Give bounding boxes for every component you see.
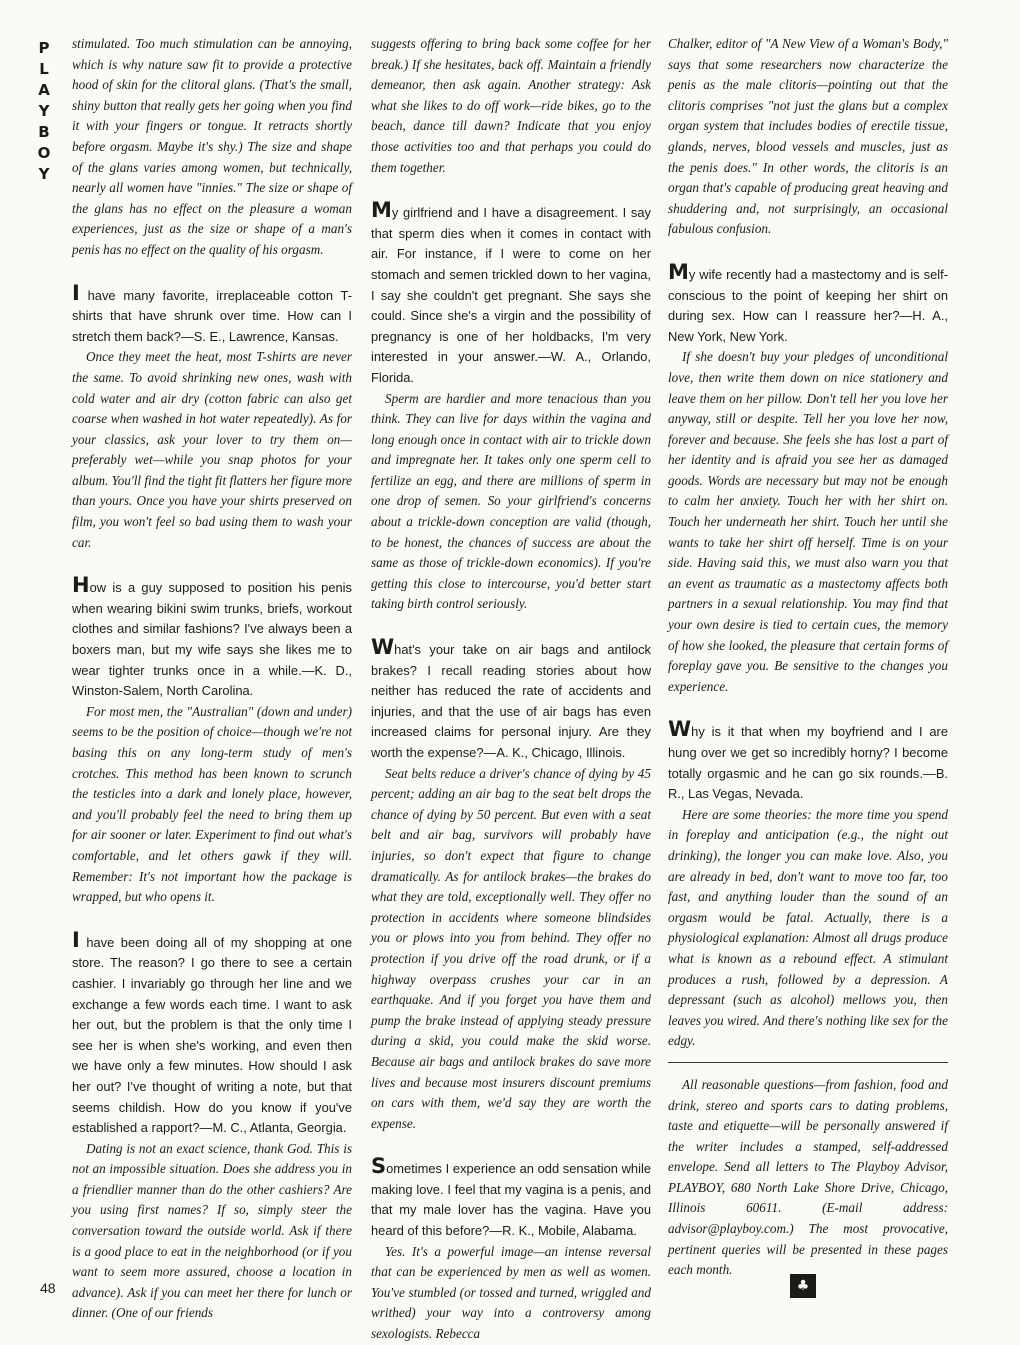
answer-text: Sperm are hardier and more tenacious than you think. They can live for days within the vagina and long enough once in contact with air to trickle down and impregnate her. It takes only one sperm cell to fertilize an egg, and there are millions of sperm in one drop of semen. So your girlfriend's concerns about a trickle-down conception are valid (though, to be honest, the chances of success are about the same as those of trickle-down economics). If you're getting this close to intercourse, you'd better start taking birth control seriously. xyxy=(371,390,651,612)
question-text: My girlfriend and I have a disagreement. I say that sperm dies when it comes in contact with air. For instance, if I were to come on her stomach and semen trickled down to her vagina, I say she couldn't get pregnant. She says she could. Since she's a virgin and the possibility of pregnancy is one of her holdbacks, I'm very interested in your answer.—W. A., Orlando, Florida. xyxy=(371,198,651,385)
question-text: Why is it that when my boyfriend and I are hung over we get so incredibly horny? I become totally orgasmic and he can go six rounds.—B. R., Las Vegas, Nevada. xyxy=(668,717,948,802)
column-3 xyxy=(668,34,948,1281)
drop-initial: M xyxy=(371,198,392,223)
drop-initial: W xyxy=(371,635,395,660)
magazine-vertical-title: P L A Y B O Y xyxy=(37,39,51,183)
drop-initial: H xyxy=(72,573,90,598)
answer-text: Once they meet the heat, most T-shirts are never the same. To avoid shrinking new ones, wash with cold water and air dry (cotton fabric can also get coarse when washed in hot water repeatedly). As for your classics, ask your lover to try them on—preferably wet—while you snap photos for your album. You'll find the tight fit flatters her figure more than yours. Once you have your shirts preserved on film, you won't feel so bad using them to wash your car. xyxy=(72,349,352,550)
question-text: I have many favorite, irreplaceable cotton T-shirts that have shrunk over time. How can I stretch them back?—S. E., Lawrence, Kansas. xyxy=(72,280,352,344)
answer-text: Seat belts reduce a driver's chance of dying by 45 percent; adding an air bag to the seat belt drops the chance of dying by 50 percent. But even with a seat belt and air bag, survivors will probably have injuries, so don't expect that figure to change dramatically. As for antilock brakes—the brakes do what they are told, exceptionally well. They offer no protection in accidents where someone blindsides you or plows into you from behind. They offer no protection if you drive off the road drunk, or if a highway overpass crushes your car in an earthquake. And if you forget you have them and pump the brake instead of applying steady pressure during a skid, you could make the skid worse. Because air bags and antilock brakes do save more lives and because most insurers discount premiums on cars with them, we'd say they are worth the expense. xyxy=(371,765,651,1131)
question-text: I have been doing all of my shopping at one store. The reason? I go there to see a certain cashier. I invariably go through her line and we exchange a few words each time. I want to ask her out, but the problem is that the only time I see her is when she's working, and even then we have only a few minutes. How should I ask her out? I've thought of writing a note, but that seems childish. How do you know if you've established a rapport?—M. C., Atlanta, Georgia. xyxy=(72,927,352,1136)
answer-text: If she doesn't buy your pledges of unconditional love, then write them down on nice stationery and leave them on her pillow. Don't tell her you love her anyway, still or despite. Tell her you love her now, forever and because. She feels she has lost a part of her identity and is afraid you see her as damaged goods. Words are necessary but may not be enough to calm her anxiety. Touch her with her shirt on. Touch her underneath her shirt. Touch her until she wants to take her shirt off herself. Time is on your side. Having said this, we must also warn you that an event as traumatic as a mastectomy affects both partners in a sexual relationship. You may find that your own desire is tied to certain cues, the memory of how she looked, the pleasure that certain forms of foreplay gave you. Be sensitive to the changes you experience. xyxy=(668,349,948,694)
drop-initial: W xyxy=(668,717,692,742)
drop-initial: I xyxy=(72,280,80,305)
answer-text: Dating is not an exact science, thank God. This is not an impossible situation. Does she address you in a friendlier manner than do the other cashiers? Are you using first names? If so, simply steer the conversation toward the outside world. Ask if there is a good place to eat in the neighborhood (or if you want to seem more assured, choose a location in advance). Ask if you can meet her there for lunch or dinner. (One of our friends xyxy=(72,1140,352,1321)
question-text: Sometimes I experience an odd sensation while making love. I feel that my vagina is a penis, and that my male lover has the vagina. Have you heard of this before?—R. K., Mobile, Alabama. xyxy=(371,1154,651,1239)
answer-text: Chalker, editor of "A New View of a Woman's Body," says that some researchers now characterize the penis as the male clitoris—pointing out that the clitoris comprises "not just the glans but a complex organ system that includes bodies of erectile tissue, glands, nerves, blood vessels and muscles, just as the penis does." In other words, the clitoris is an organ that's capable of producing great heaving and shuddering and, not surprisingly, an occasional fabulous confusion. xyxy=(668,36,948,237)
column-1 xyxy=(72,34,352,1324)
question-text: My wife recently had a mastectomy and is self-conscious to the point of keeping her shirt on during sex. How can I reassure her?—H. A., New York, New York. xyxy=(668,259,948,344)
drop-initial: I xyxy=(72,927,80,952)
answer-text: Here are some theories: the more time you spend in foreplay and anticipation (e.g., the night out drinking), the longer you can make love. Also, you are already in bed, don't want to move too far, too fast, and anything louder than the sound of an orgasm would be fatal. Actually, there is a physiological explanation: Almost all drugs produce what is known as a rebound effect. A stimulant produces a rush, followed by a depression. A depressant (such as alcohol) mellows you, then leaves you wired. And there's nothing like sex for the edgy. xyxy=(668,806,948,1049)
answer-text: For most men, the "Australian" (down and under) seems to be the position of choice—though we're not basing this on any long-term study of men's crotches. This method has been known to scrunch the testicles into a dark and lonely place, however, and you'll probably feel the need to bring them up for air sooner or later. Experiment to find out what's comfortable, and let others gawk if they will. Remember: It's not important how the package is wrapped, but who opens it. xyxy=(72,703,352,905)
page-number: 48 xyxy=(40,1280,56,1296)
column-2 xyxy=(371,34,651,1345)
answer-text: Yes. It's a powerful image—an intense reversal that can be experienced by men as well as women. You've stumbled (or tossed and turned, wriggled and writhed) your way into a controversy among sexologists. Rebecca xyxy=(371,1243,651,1342)
drop-initial: M xyxy=(668,259,689,284)
question-text: How is a guy supposed to position his penis when wearing bikini swim trunks, briefs, workout clothes and similar fashions? I've always been a boxers man, but my wife says she likes me to wear tighter trunks once in a while.—K. D., Winston-Salem, North Carolina. xyxy=(72,573,352,699)
answer-text: suggests offering to bring back some coffee for her break.) If she hesitates, back off. Maintain a friendly demeanor, then ask again. Another strategy: Ask what she likes to do off work—ride bikes, go to the beach, dance till dawn? Indicate that you enjoy those activities too and that perhaps you could do them together. xyxy=(371,36,651,175)
drop-initial: S xyxy=(371,1154,387,1179)
advisor-footer-note: All reasonable questions—from fashion, food and drink, stereo and sports cars to dating problems, taste and etiquette—will be personally answered if the writer includes a stamped, self-addressed envelope. Send all letters to The Playboy Advisor, PLAYBOY, 680 North Lake Shore Drive, Chicago, Illinois 60611. (E-mail address: advisor@playboy.com.) The most provocative, pertinent queries will be presented in these pages each month. xyxy=(668,1076,948,1278)
rabbit-logo-icon: ♣ xyxy=(790,1274,816,1298)
answer-text: stimulated. Too much stimulation can be annoying, which is why nature saw fit to provide a protective hood of skin for the clitoral glans. (That's the small, shiny button that really gets her going when you find it with your fingers or tongue. It retracts shortly before orgasm. Maybe it's shy.) The size and shape of the glans varies among women, but technically, nearly all women have "innies." The size or shape of the glans has no effect on the pleasure a woman experiences, just as the size or shape of a man's penis has no effect on the quality of his orgasm. xyxy=(72,36,352,257)
question-text: What's your take on air bags and antilock brakes? I recall reading stories about how neither has reduced the rate of accidents and injuries, and that the use of air bags has even increased claims for personal injury. Are they worth the expense?—A. K., Chicago, Illinois. xyxy=(371,635,651,760)
divider-rule xyxy=(668,1062,948,1063)
